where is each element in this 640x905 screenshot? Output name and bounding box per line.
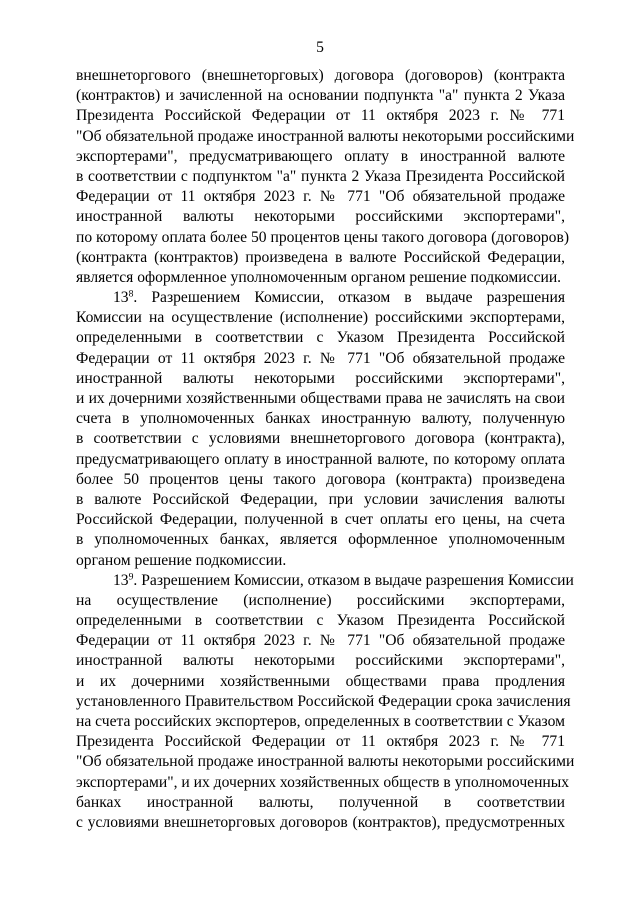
text-line: "Об обязательной продаже иностранной валюты некоторыми российскими: [76, 127, 575, 145]
text-line: Президента Российской Федерации от 11 октября 2023 г. № 771: [76, 107, 565, 125]
text-line: Федерации от 11 октября 2023 г. № 771 "Об обязательной продаже: [76, 349, 565, 367]
clause-number: 13: [113, 571, 129, 589]
text-line: в уполномоченных банках, является оформленное уполномоченным: [76, 531, 565, 549]
clause-superscript: 9: [128, 571, 134, 583]
clause-superscript: 8: [128, 288, 134, 300]
text-line: и их дочерними хозяйственными обществами права не зачислять на свои: [76, 390, 565, 407]
text-line: с условиями внешнеторговых договоров (контрактов), предусмотренных: [76, 813, 565, 831]
text-line: (контрактов) и зачисленной на основании подпункта "а" пункта 2 Указа: [76, 87, 565, 105]
text-line: органом решение подкомиссии.: [76, 551, 287, 569]
text-line: иностранной валюты некоторыми российскими экспортерами",: [76, 652, 565, 670]
text-line: предусматривающего оплату в иностранной валюте, по которому оплата: [76, 450, 565, 468]
paragraph-clause-13-8: [76, 288, 565, 571]
paragraph-continuation: [76, 66, 575, 288]
clause-first-line-text: . Разрешением Комиссии, отказом в выдаче разрешения: [133, 289, 565, 307]
text-line: Российской Федерации, полученной в счет оплаты его цены, на счета: [76, 511, 565, 529]
text-line: установленного Правительством Российской Федерации срока зачисления: [76, 692, 571, 710]
clause-first-line-text: . Разрешением Комиссии, отказом в выдаче разрешения Комиссии: [133, 571, 574, 589]
text-line: экспортерами", предусматривающего оплату в иностранной валюте: [76, 147, 565, 165]
text-line: иностранной валюты некоторыми российскими экспортерами",: [76, 208, 565, 226]
text-line: на счета российских экспортеров, определенных в соответствии с Указом: [76, 713, 565, 730]
page-number: 5: [316, 39, 324, 56]
text-line: на осуществление (исполнение) российскими экспортерами,: [76, 591, 565, 609]
text-line: экспортерами", и их дочерних хозяйственных обществ в уполномоченных: [76, 773, 570, 791]
text-line: по которому оплата более 50 процентов цены такого договора (договоров): [76, 228, 570, 246]
text-line: Федерации от 11 октября 2023 г. № 771 "Об обязательной продаже: [76, 632, 565, 650]
text-line: является оформленное уполномоченным органом решение подкомиссии.: [76, 268, 562, 286]
clause-number: 13: [113, 289, 129, 307]
text-line: в валюте Российской Федерации, при условии зачисления валюты: [76, 490, 565, 508]
text-line: в соответствии с условиями внешнеторгового договора (контракта),: [76, 430, 565, 448]
document-body: [76, 66, 575, 833]
text-line: более 50 процентов цены такого договора (контракта) произведена: [76, 470, 565, 488]
text-line: и их дочерними хозяйственными обществами права продления: [76, 672, 565, 690]
text-line: Комиссии на осуществление (исполнение) российскими экспортерами,: [76, 309, 565, 327]
text-line: банках иностранной валюты, полученной в соответствии: [76, 793, 565, 811]
text-line: Президента Российской Федерации от 11 октября 2023 г. № 771: [76, 733, 565, 751]
text-line: иностранной валюты некоторыми российскими экспортерами",: [76, 369, 565, 387]
clause-first-line: [76, 288, 565, 308]
text-line: внешнеторгового (внешнеторговых) договора (договоров) (контракта: [76, 67, 565, 84]
text-line: (контракта (контрактов) произведена в валюте Российской Федерации,: [76, 248, 565, 266]
clause-first-line: [76, 571, 574, 591]
text-line: счета в уполномоченных банках иностранную валюту, полученную: [76, 410, 565, 428]
text-line: определенными в соответствии с Указом Президента Российской: [76, 329, 565, 347]
paragraph-clause-13-9: [76, 571, 575, 833]
text-line: определенными в соответствии с Указом Президента Российской: [76, 612, 565, 630]
text-line: "Об обязательной продаже иностранной валюты некоторыми российскими: [76, 753, 575, 771]
text-line: Федерации от 11 октября 2023 г. № 771 "Об обязательной продаже: [76, 188, 565, 206]
text-line: в соответствии с подпунктом "а" пункта 2 Указа Президента Российской: [76, 167, 565, 185]
